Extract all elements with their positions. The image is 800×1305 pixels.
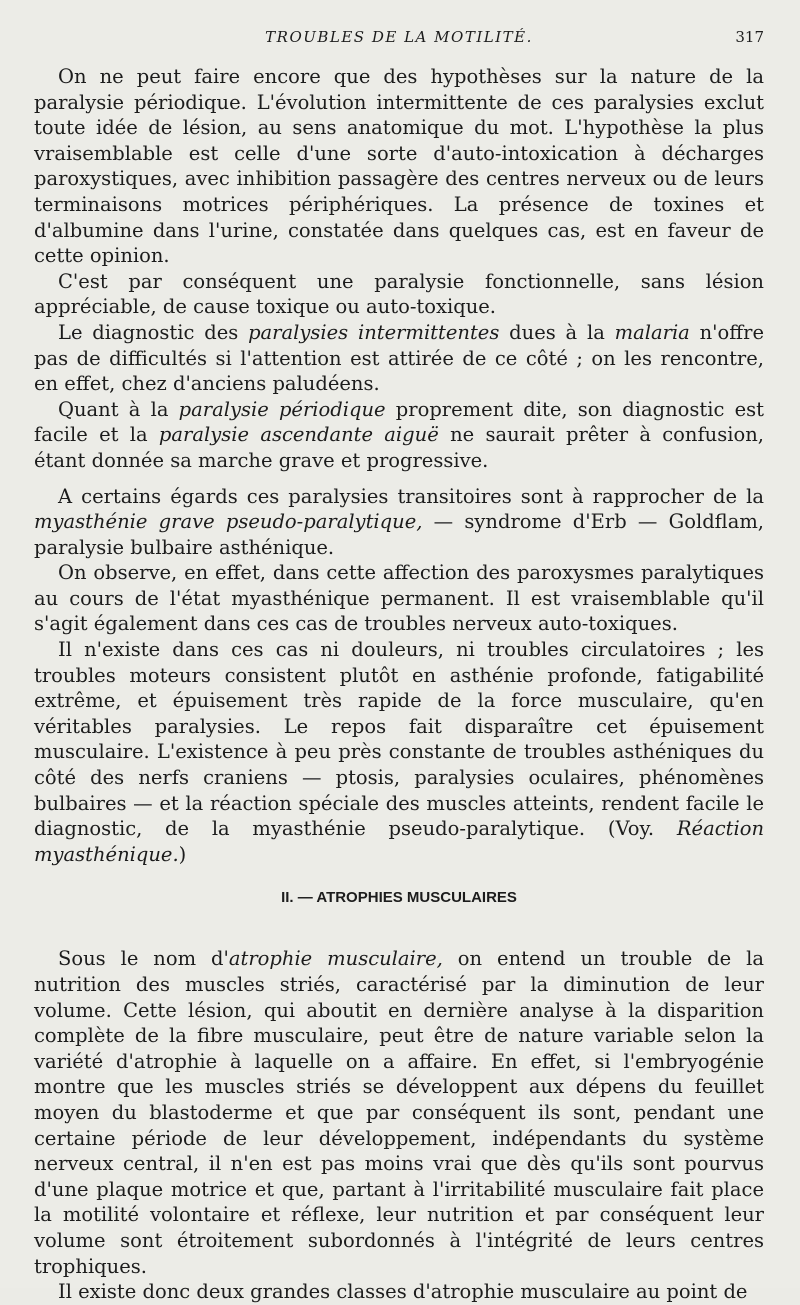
text-run: n'offre pas de difficultés si l'attention est attirée de ce côté ; on les rencontre, en effet, chez d'anciens paludéens. bbox=[34, 320, 764, 396]
text-run: On ne peut faire encore que des hypothèses sur la nature de la paralysie périodique. L'évolution intermittente de ces paralysies exclut toute idée de lésion, au sens anatomique du mot. L'hypothèse la plus vraisemblable est celle d'une sorte d'auto-intoxication à décharges paroxystiques, avec inhibition passagère des centres nerveux ou de leurs terminaisons motrices périphériques. La présence de toxines et d'albumine dans l'urine, constatée dans quelques cas, est en faveur de cette opinion. bbox=[34, 65, 764, 268]
text-run: ) bbox=[178, 842, 187, 866]
italic-text: malaria bbox=[614, 320, 690, 344]
text-run: A certains égards ces paralysies transitoires sont à rapprocher de la bbox=[58, 484, 764, 508]
text-run: Il n'existe dans ces cas ni douleurs, ni troubles circulatoires ; les troubles moteurs consistent plutôt en asthénie profonde, fatigabilité extrême, et épuisement très rapide de la force musculaire, qu'en véritables paralysies. Le repos fait disparaître cet épuisement musculaire. L'existence à peu près constante de troubles asthéniques du côté des nerfs craniens — ptosis, paralysies oculaires, phénomènes bulbaires — et la réaction spéciale des muscles atteints, rendent facile le diagnostic, de la myasthénie pseudo-paralytique. (Voy. bbox=[34, 638, 764, 841]
text-run: On observe, en effet, dans cette affection des paroxysmes paralytiques au cours de l'état myasthénique permanent. Il est vraisemblable qu'il s'agit également dans ces cas de troubles nerveux auto-toxiques. bbox=[34, 561, 764, 636]
text-run: C'est par conséquent une paralysie fonctionnelle, sans lésion appréciable, de cause toxique ou auto-toxique. bbox=[34, 269, 764, 319]
italic-text: Réaction myasthénique. bbox=[34, 817, 764, 866]
section-heading: II. — ATROPHIES MUSCULAIRES bbox=[281, 889, 517, 907]
paragraph bbox=[34, 560, 764, 637]
text-run: Quant à la bbox=[58, 397, 179, 421]
text-run: on entend un trouble de la nutrition des muscles striés, caractérisé par la diminution de leur volume. Cette lésion, qui aboutit en dernière analyse à la disparition complète de la fibre musculaire, peut être de nature variable selon la variété d'atrophie à laquelle on a affaire. En effet, si l'embryogénie montre que les muscles striés se développent aux dépens du feuillet moyen du blastoderme et que par conséquent ils sont, pendant une certaine période de leur développement, indépendants du système nerveux central, il n'en est pas moins vrai que dès qu'ils sont pourvus d'une plaque motrice et que, partant à l'irritabilité musculaire fait place la motilité volontaire et réflexe, leur nutrition et par conséquent leur volume sont étroitement subordonnés à l'intégrité de leurs centres trophiques. bbox=[34, 947, 764, 1278]
paragraph bbox=[34, 1279, 764, 1305]
italic-text: paralysies intermittentes bbox=[248, 320, 500, 344]
italic-text: paralysie périodique bbox=[178, 397, 386, 421]
running-title: TROUBLES DE LA MOTILITÉ. bbox=[265, 28, 533, 46]
body-text-part-2 bbox=[34, 946, 764, 1304]
paragraph bbox=[34, 637, 764, 867]
page-number: 317 bbox=[735, 28, 764, 46]
italic-text: paralysie ascendante aiguë bbox=[158, 423, 439, 447]
italic-text: atrophie musculaire, bbox=[228, 947, 443, 971]
paragraph bbox=[34, 484, 764, 561]
text-run: — syndrome d'Erb — Goldflam, paralysie bulbaire asthénique. bbox=[34, 510, 765, 559]
paragraph bbox=[34, 397, 764, 474]
paragraph bbox=[34, 64, 764, 269]
paragraph bbox=[34, 946, 764, 1279]
text-run: proprement dite, son diagnostic est facile et la bbox=[34, 397, 764, 447]
text-run: dues à la bbox=[499, 320, 615, 344]
text-run: Sous le nom d' bbox=[58, 947, 229, 971]
page-header bbox=[34, 28, 764, 52]
text-run: Le diagnostic des bbox=[58, 320, 249, 344]
body-text-part-1 bbox=[34, 64, 764, 867]
paragraph bbox=[34, 320, 764, 397]
italic-text: myasthénie grave pseudo-paralytique, bbox=[34, 510, 423, 534]
text-run: Il existe donc deux grandes classes d'atrophie musculaire au point de bbox=[58, 1280, 748, 1304]
paragraph bbox=[34, 269, 764, 320]
text-run: ne saurait prêter à confusion, étant donnée sa marche grave et progressive. bbox=[34, 423, 764, 472]
